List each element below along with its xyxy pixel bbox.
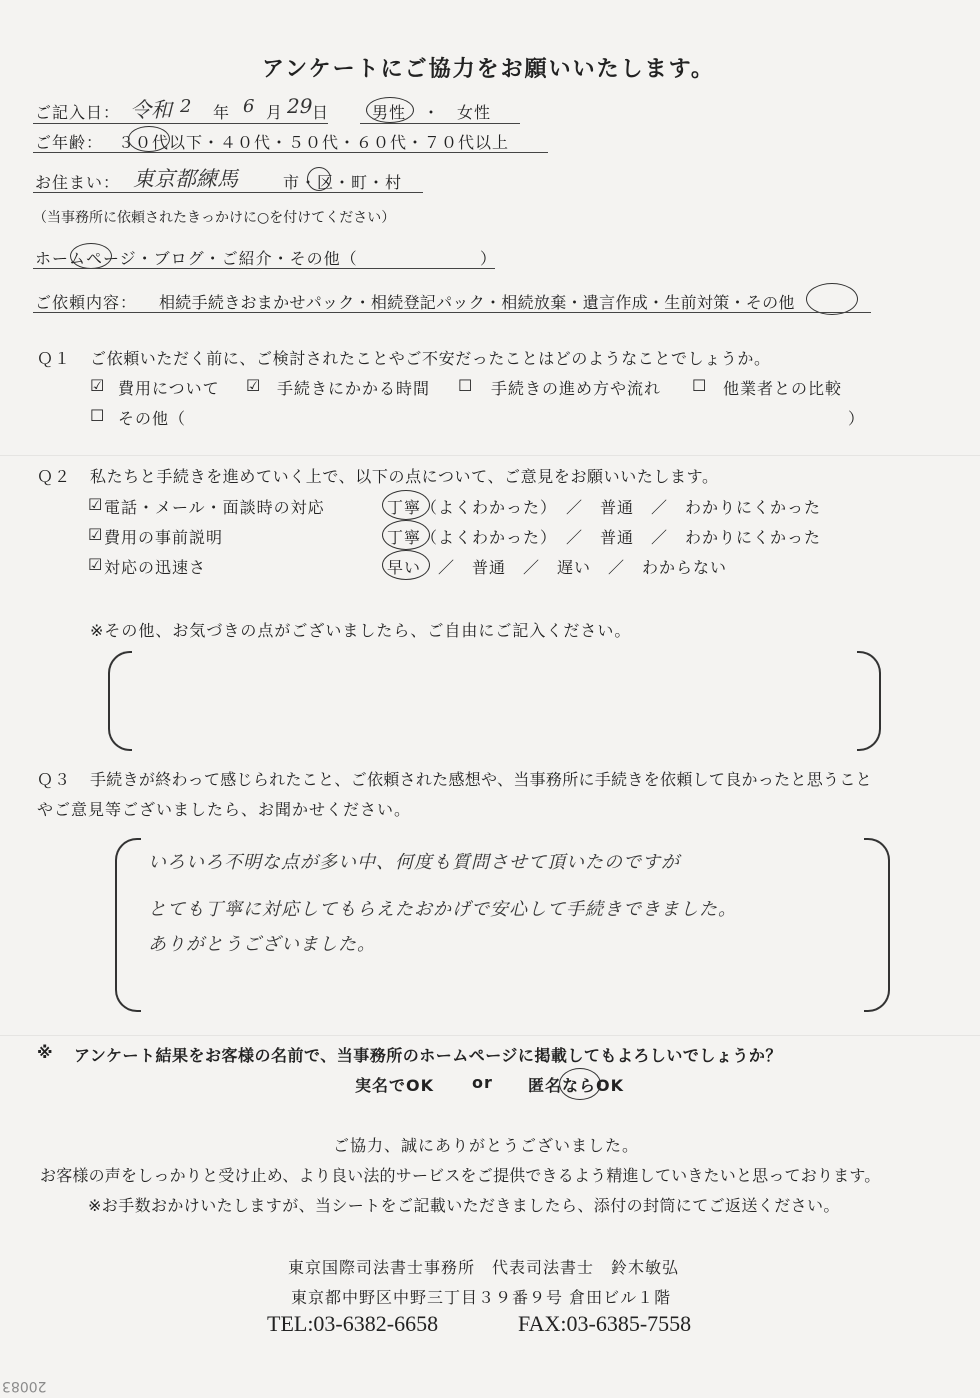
q2-number: Ｑ２ [37, 467, 72, 486]
age-30s-circle [128, 126, 170, 152]
q1-option-other: その他（ [118, 409, 187, 428]
q1-option-process: 手続きの進め方や流れ [491, 379, 662, 398]
q2-row-contact-label: 電話・メール・面談時の対応 [104, 498, 325, 517]
q2-comment-bracket-right [857, 651, 881, 751]
date-label: ご記入日： [35, 103, 121, 122]
q1-question: ご依頼いただく前に、ご検討されたことやご不安だったことはどのようなことでしょうか。 [90, 349, 771, 368]
paper-fold-line [0, 455, 980, 456]
q2-checkbox-fee[interactable]: ☑ [88, 525, 104, 544]
footer-address: 東京都中野区中野三丁目３９番９号 倉田ビル１階 [291, 1288, 672, 1307]
q1-option-other-close: ） [848, 409, 866, 428]
address-ward-circle [307, 167, 331, 191]
q1-checkbox-compare[interactable]: ☐ [692, 376, 708, 395]
date-month: 6 [243, 96, 255, 117]
q2-comment-bracket-left [108, 651, 132, 751]
date-day: 29 [287, 94, 313, 118]
q3-question-line1: 手続きが終わって感じられたこと、ご依頼された感想や、当事務所に手続きを依頼して良かったと思うこと [90, 770, 872, 789]
q1-checkbox-other[interactable]: ☐ [90, 406, 106, 425]
footer-tel: TEL:03-6382-6658 [267, 1311, 439, 1336]
footer-fax: FAX:03-6385-7558 [518, 1311, 692, 1336]
q1-number: Ｑ１ [37, 349, 72, 368]
request-underline [33, 312, 871, 313]
publish-or: or [472, 1073, 493, 1092]
q3-answer-bracket-right [864, 838, 890, 1012]
q2-checkbox-contact[interactable]: ☑ [88, 495, 104, 514]
closing-message: お客様の声をしっかりと受け止め、より良い法的サービスをご提供できるよう精進していきたいと思っております。 [40, 1166, 881, 1185]
q3-answer-line3: ありがとうございました。 [148, 934, 376, 955]
q2-row-speed-options: 早い ／ 普通 ／ 遅い ／ わからない [387, 558, 728, 577]
q2-row-fee-label: 費用の事前説明 [104, 528, 224, 547]
q3-answer-line1: いろいろ不明な点が多い中、何度も質問させて頂いたのですが [148, 852, 680, 873]
paper-fold-line [0, 1035, 980, 1036]
request-options: 相続手続きおまかせパック・相続登記パック・相続放棄・遺言作成・生前対策・その他 [159, 293, 795, 312]
q3-number: Ｑ３ [37, 770, 72, 789]
request-label: ご依頼内容： [35, 293, 138, 312]
q2-row-contact-options: 丁寧（よくわかった） ／ 普通 ／ わかりにくかった [387, 498, 822, 517]
publish-anonymous-circle [559, 1068, 601, 1100]
q2-row-fee-options: 丁寧（よくわかった） ／ 普通 ／ わかりにくかった [387, 528, 822, 547]
date-era: 令和 [130, 98, 172, 122]
q2-question: 私たちと手続きを進めていく上で、以下の点について、ご意見をお願いいたします。 [90, 467, 719, 486]
footer-office: 東京国際司法書士事務所 代表司法書士 鈴木敏弘 [288, 1258, 680, 1277]
q1-option-time: 手続きにかかる時間 [277, 379, 431, 398]
age-label: ご年齢： [35, 133, 104, 152]
page-title: アンケートにご協力をお願いいたします。 [262, 57, 715, 82]
q3-answer-line2: とても丁寧に対応してもらえたおかげで安心して手続きできました。 [148, 899, 737, 920]
q2-row-speed-circle [382, 550, 430, 580]
closing-thanks: ご協力、誠にありがとうございました。 [333, 1136, 640, 1155]
corner-stamp-number: 20083 [2, 1378, 47, 1394]
q1-checkbox-time[interactable]: ☑ [246, 376, 262, 395]
q3-answer-bracket-left [115, 838, 141, 1012]
age-options: ３０代以下・４０代・５０代・６０代・７０代以上 [118, 133, 510, 152]
q2-note: ※その他、お気づきの点がございましたら、ご自由にご記入ください。 [90, 621, 632, 640]
date-year: 2 [180, 96, 192, 117]
age-underline [33, 152, 548, 153]
gender-male-circle [366, 97, 414, 123]
publish-option-anonymous[interactable]: 匿名ならOK [528, 1076, 625, 1095]
q1-checkbox-process[interactable]: ☐ [458, 376, 474, 395]
q3-question-line2: やご意見等ございましたら、お聞かせください。 [37, 800, 412, 819]
trigger-note: （当事務所に依頼されたきっかけに○を付けてください） [33, 210, 396, 226]
q1-option-compare: 他業者との比較 [723, 379, 843, 398]
date-day-unit: 日 [312, 103, 330, 122]
address-value: 東京都練馬 [133, 167, 238, 191]
q2-row-contact-circle [382, 490, 430, 520]
trigger-close: ） [480, 249, 498, 268]
trigger-options: ホームページ・ブログ・ご紹介・その他（ [35, 249, 358, 268]
q1-checkbox-cost[interactable]: ☑ [90, 376, 106, 395]
publish-option-real-name[interactable]: 実名でOK [355, 1076, 435, 1095]
q2-row-fee-circle [382, 520, 430, 550]
publish-mark: ※ [37, 1043, 54, 1062]
q2-checkbox-speed[interactable]: ☑ [88, 555, 104, 574]
request-other-circle [806, 283, 858, 315]
q1-option-cost: 費用について [118, 379, 220, 398]
publish-question: アンケート結果をお客様の名前で、当事務所のホームページに掲載してもよろしいでしょうか？ [74, 1046, 782, 1065]
trigger-homepage-circle [70, 243, 112, 269]
closing-return-note: ※お手数おかけいたしますが、当シートをご記載いただきましたら、添付の封筒にてご返送ください。 [88, 1196, 840, 1215]
date-month-unit: 月 [266, 103, 284, 122]
date-year-unit: 年 [213, 103, 231, 122]
gender-underline [360, 123, 520, 124]
q2-row-speed-label: 対応の迅速さ [104, 558, 207, 577]
address-label: お住まい： [35, 173, 121, 192]
address-options: 市・区・町・村 [283, 173, 403, 192]
address-underline [33, 192, 423, 193]
gender-options: 男性 ・ 女性 [372, 103, 492, 122]
date-underline [33, 123, 328, 124]
trigger-underline [33, 268, 495, 269]
